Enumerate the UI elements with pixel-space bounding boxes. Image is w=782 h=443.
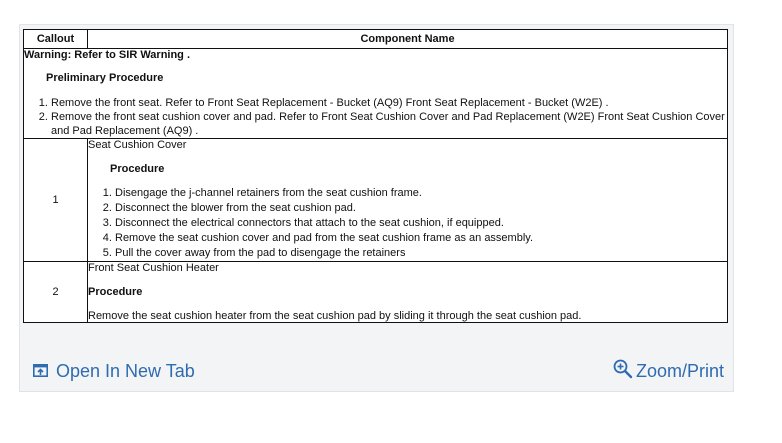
preliminary-steps-list bbox=[24, 96, 727, 138]
callout-number: 1 bbox=[24, 139, 88, 262]
procedure-heading: Procedure bbox=[110, 163, 165, 175]
component-name-header: Component Name bbox=[88, 30, 728, 49]
component-name: Front Seat Cushion Heater bbox=[88, 262, 219, 274]
table-row bbox=[24, 262, 728, 323]
table-row bbox=[24, 139, 728, 262]
procedure-heading: Procedure bbox=[88, 286, 143, 298]
list-item: 2. Disconnect the blower from the seat cushion pad. bbox=[115, 201, 727, 216]
component-name: Seat Cushion Cover bbox=[88, 139, 187, 151]
list-item: 1. Disengage the j-channel retainers from the seat cushion frame. bbox=[115, 186, 727, 201]
list-item: 5. Pull the cover away from the pad to disengage the retainers bbox=[115, 246, 727, 261]
zoom-in-icon bbox=[613, 359, 636, 384]
warning-text: Warning: Refer to SIR Warning . bbox=[24, 49, 191, 61]
open-in-new-tab-label: Open In New Tab bbox=[56, 361, 195, 381]
component-cell bbox=[88, 262, 728, 323]
procedure-steps-list bbox=[88, 186, 727, 261]
zoom-print-label: Zoom/Print bbox=[635, 361, 724, 381]
callout-number: 2 bbox=[24, 262, 88, 323]
list-item: 4. Remove the seat cushion cover and pad from the seat cushion frame as an assembly. bbox=[115, 231, 727, 246]
zoom-print-link[interactable] bbox=[613, 359, 724, 384]
procedure-text: Remove the seat cushion heater from the seat cushion pad by sliding it through the seat cushion pad. bbox=[88, 310, 582, 322]
open-in-new-tab-icon bbox=[33, 361, 56, 382]
callout-header: Callout bbox=[24, 30, 88, 49]
open-in-new-tab-link[interactable] bbox=[33, 361, 195, 382]
preliminary-procedure-heading: Preliminary Procedure bbox=[46, 72, 164, 84]
list-item: 3. Disconnect the electrical connectors that attach to the seat cushion, if equipped. bbox=[115, 216, 727, 231]
warning-cell bbox=[24, 49, 728, 139]
component-cell bbox=[88, 139, 728, 262]
list-item: 1. Remove the front seat. Refer to Front Seat Replacement - Bucket (AQ9) Front Seat Replacement - Bucket (W2E) . bbox=[51, 96, 727, 110]
list-item: 2. Remove the front seat cushion cover and pad. Refer to Front Seat Cushion Cover and Pad Replacement (W2E) Front Seat Cushion Cover and Pad Replacement (AQ9) . bbox=[51, 110, 727, 138]
table-header-row bbox=[24, 30, 728, 49]
warning-row bbox=[24, 49, 728, 139]
procedure-table bbox=[23, 29, 728, 323]
action-bar bbox=[19, 353, 734, 392]
